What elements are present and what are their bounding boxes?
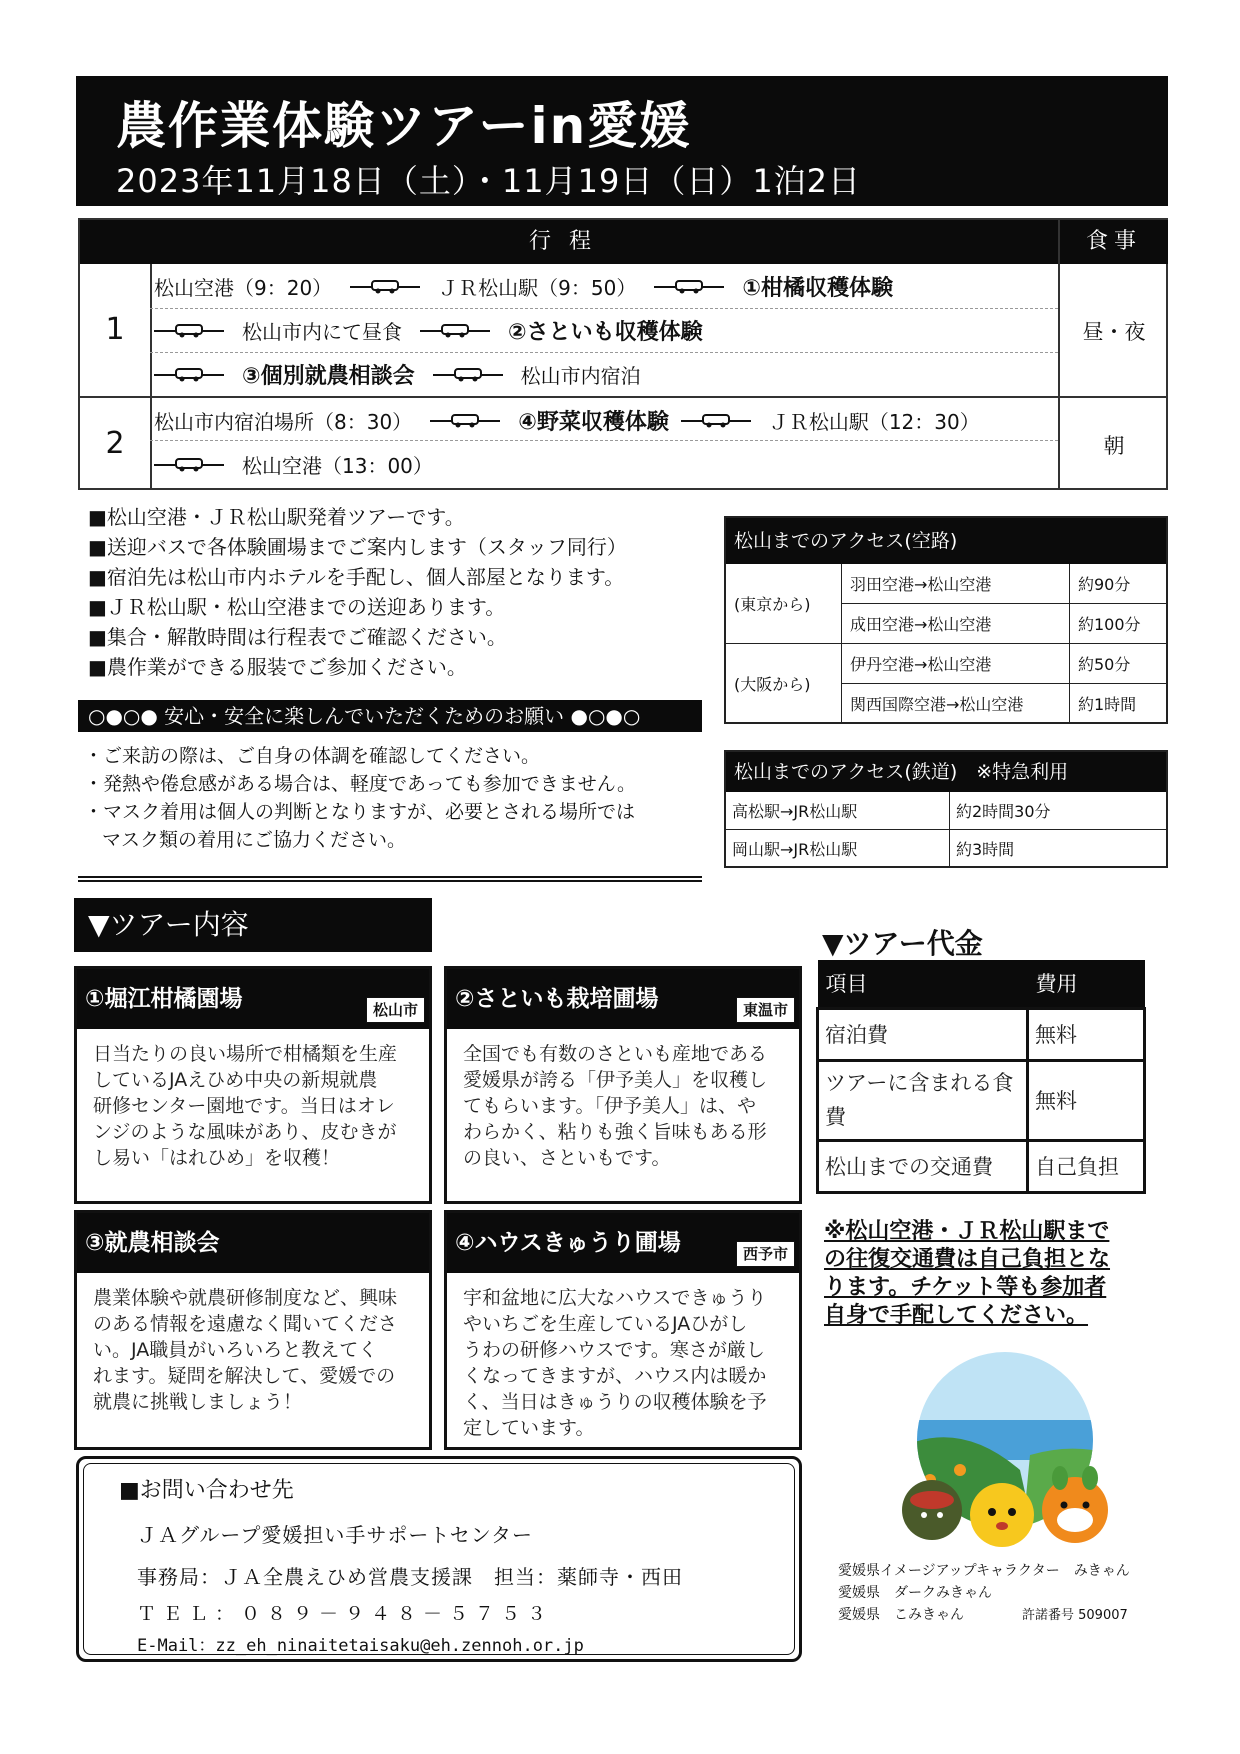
day-1-row-3 [154,352,659,396]
card-line: うわの研修ハウスです。寒さが厳し [463,1339,765,1361]
rail-access-table [724,750,1168,868]
stop-label: 松山市内宿泊場所（8：30） [154,409,413,434]
note-item: ■農作業ができる服装でご参加ください。 [88,655,467,679]
note-line: の往復交通費は自己負担とな [824,1247,1111,1272]
credit-line: 愛媛県 こみきゃん [838,1607,964,1623]
contact-office: 事務局：ＪＡ全農えひめ営農支援課 担当：薬師寺・西田 [137,1565,683,1589]
air-access-title: 松山までのアクセス(空路) [726,518,1166,564]
activity-label: ③個別就農相談会 [242,363,415,389]
card-line: 定しています。 [463,1417,595,1439]
price-cost: 無料 [1028,1008,1145,1060]
card-line: し易い「はれひめ」を収穫！ [93,1147,341,1169]
route-name: 成田空港→松山空港 [842,604,1070,644]
schedule-header-meal: 食事 [1060,220,1168,264]
contact-email[interactable]: E-Mail：zz_eh_ninaitetaisaku@eh.zennoh.or.jp [137,1636,584,1656]
card-line: 日当たりの良い場所で柑橘類を生産 [93,1043,398,1065]
location-tag: 東温市 [736,997,795,1023]
contact-title: ■お問い合わせ先 [119,1478,294,1503]
card-line: の良い、さといもです。 [463,1147,671,1169]
card-line: 研修センター園地です。当日はオレ [93,1095,395,1117]
card-line: 愛媛県が誇る「伊予美人」を収穫し [463,1069,768,1091]
price-item: 松山までの交通費 [818,1140,1028,1192]
location-tag: 松山市 [366,997,425,1023]
stop-label: 松山空港（13：00） [242,453,433,478]
credit-line: 愛媛県 ダークみきゃん [838,1585,992,1601]
activity-label: ①柑橘収穫体験 [742,275,894,301]
card-line: くなってきますが、ハウス内は暖か [463,1365,767,1387]
route-time: 約3時間 [956,839,1015,859]
card-title: ③就農相談会 [85,1230,220,1256]
note-item: ■送迎バスで各体験圃場までご案内します（スタッフ同行） [88,535,627,559]
card-line: 宇和盆地に広大なハウスできゅうり [463,1287,767,1309]
safety-item: ・ご来訪の際は、ご自身の体調を確認してください。 [84,745,541,767]
header-banner [76,76,1168,206]
tour-card-3 [74,1210,432,1450]
schedule-table [78,218,1168,490]
contact-tel[interactable]: ＴＥＬ：０８９－９４８－５７５３ [137,1603,554,1625]
card-title: ②さといも栽培圃場 [455,986,659,1012]
tour-card-1 [74,966,432,1204]
route-name: 羽田空港→松山空港 [842,564,1070,604]
price-item: 宿泊費 [818,1008,1028,1060]
route-time: 約100分 [1070,604,1166,644]
day-1-row-2 [154,308,703,352]
origin-osaka: (大阪から) [726,644,842,722]
tour-content-heading: ▼ツアー内容 [74,898,432,952]
note-item: ■ＪＲ松山駅・松山空港までの送迎あります。 [88,595,506,619]
price-heading: ▼ツアー代金 [822,927,983,960]
car-icon [154,322,224,338]
page-title: 農作業体験ツアーin愛媛 [116,97,692,155]
car-icon [154,366,224,382]
car-icon [430,412,500,428]
note-line: ります。チケット等も参加者 [824,1275,1107,1300]
price-table [816,960,1146,1194]
note-item: ■松山空港・ＪＲ松山駅発着ツアーです。 [88,505,465,529]
route-name: 高松駅→JR松山駅 [726,792,950,830]
contact-box [76,1456,802,1662]
safety-list [84,742,704,854]
tour-date: 2023年11月18日（土）・11月19日（日）1泊2日 [116,162,862,200]
rail-access-title: 松山までのアクセス(鉄道) ※特急利用 [726,752,1166,792]
route-time: 約1時間 [1078,694,1137,714]
tour-card-2 [444,966,802,1204]
card-line: わらかく、粘りも強く旨味もある形 [463,1121,767,1143]
stop-label: ＪＲ松山駅（9：50） [438,275,637,300]
card-line: ンジのような風味があり、皮むきが [93,1121,397,1143]
note-item: ■集合・解散時間は行程表でご確認ください。 [88,625,507,649]
activity-label: ④野菜収穫体験 [518,409,669,435]
safety-item: マスク類の着用にご協力ください。 [102,829,407,851]
credit-line: 愛媛県イメージアップキャラクター みきゃん [838,1563,1130,1579]
card-line: れます。疑問を解決して、愛媛での [93,1365,396,1387]
note-line: ※松山空港・ＪＲ松山駅まで [824,1219,1110,1244]
price-col-cost: 費用 [1028,960,1145,1008]
mascot-illustration [880,1350,1130,1560]
day-2-number: 2 [105,426,125,461]
stop-label: ＪＲ松山駅（12：30） [768,409,980,434]
stop-label: 松山空港（9：20） [154,275,333,300]
permit-number: 許諾番号 509007 [1022,1608,1128,1623]
tour-notes [88,502,708,682]
location-tag: 西予市 [736,1241,795,1267]
day-2-meal: 朝 [1103,434,1125,458]
price-col-item: 項目 [818,960,1028,1008]
dark-mikyan-icon [902,1480,962,1540]
car-icon [154,456,224,472]
activity-label: ②さといも収穫体験 [508,319,703,345]
car-icon [654,278,724,294]
route-time: 約90分 [1070,564,1166,604]
safety-banner: ○●○● 安心・安全に楽しんでいただくためのお願い ●○●○ [78,700,702,732]
origin-tokyo: (東京から) [726,564,842,644]
transport-cost-note [824,1218,1142,1330]
air-access-table [724,516,1168,724]
card-title: ④ハウスきゅうり圃場 [455,1230,681,1256]
price-cost: 無料 [1028,1060,1145,1140]
safety-item: ・マスク着用は個人の判断となりますが、必要とされる場所では [84,801,636,823]
price-cost: 自己負担 [1028,1140,1145,1192]
card-title: ①堀江柑橘園場 [85,986,243,1012]
card-line: 就農に挑戦しましょう！ [93,1391,303,1413]
route-name: 関西国際空港→松山空港 [842,684,1070,722]
price-item: ツアーに含まれる食費 [818,1060,1028,1140]
day-1-number: 1 [105,312,125,347]
contact-org: ＪＡグループ愛媛担い手サポートセンター [137,1523,533,1547]
card-line: く、当日はきゅうりの収穫体験を予 [463,1391,767,1413]
note-item: ■宿泊先は松山市内ホテルを手配し、個人部屋となります。 [88,565,625,589]
route-name: 岡山駅→JR松山駅 [726,830,950,866]
car-icon [681,412,751,428]
day-2-row-1 [154,398,998,442]
card-line: しているJAえひめ中央の新規就農 [93,1069,378,1091]
route-name: 伊丹空港→松山空港 [842,644,1070,684]
day-1-meal: 昼・夜 [1082,320,1146,344]
car-icon [350,278,420,294]
komikyan-icon [970,1483,1034,1547]
stop-label: 松山市内にて昼食 [242,319,402,344]
car-icon [433,366,503,382]
stop-label: 松山市内宿泊 [520,363,641,388]
schedule-header-itinerary: 行程 [80,220,1058,264]
card-line: てもらいます。「伊予美人」は、や [463,1095,756,1117]
safety-item: ・発熱や倦怠感がある場合は、軽度であっても参加できません。 [84,773,636,795]
divider [78,876,702,882]
card-line: やいちごを生産しているJAひがし [463,1313,748,1335]
card-line: 農業体験や就農研修制度など、興味 [93,1287,398,1309]
tour-card-4 [444,1210,802,1450]
day-1-row-1 [154,264,893,308]
car-icon [420,322,490,338]
card-line: 全国でも有数のさといも産地である [463,1043,768,1065]
card-line: い。JA職員がいろいろと教えてく [93,1339,378,1361]
day-2-row-2 [154,442,451,486]
route-time: 約50分 [1070,644,1166,684]
note-line: 自身で手配してください。 [824,1303,1089,1328]
route-time: 約2時間30分 [950,792,1166,830]
card-line: のある情報を遠慮なく聞いてくださ [93,1313,398,1335]
